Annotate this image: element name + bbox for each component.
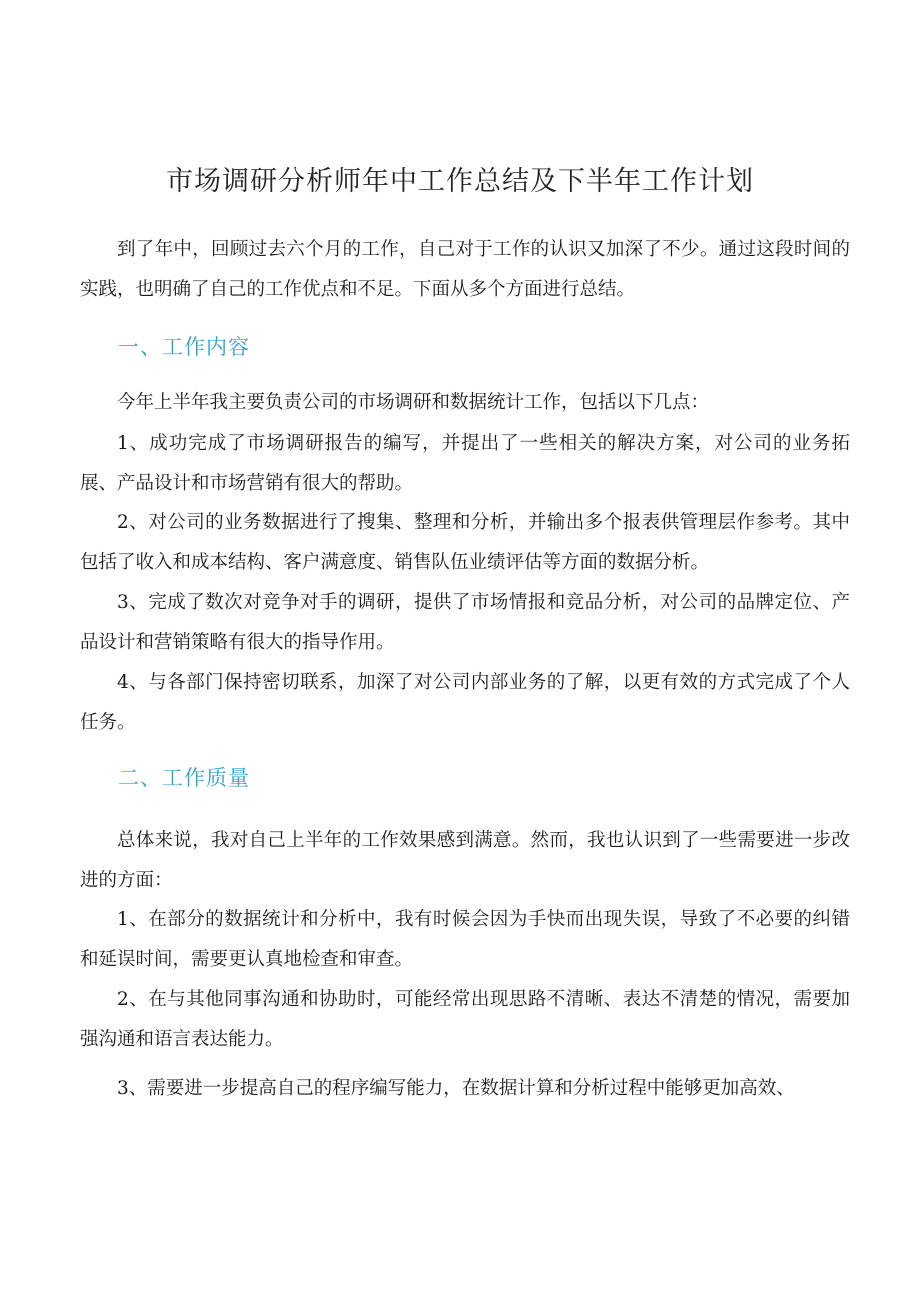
section1-lead-paragraph: 今年上半年我主要负责公司的市场调研和数据统计工作，包括以下几点： <box>117 392 710 413</box>
section2-item-3: 3、需要进一步提高自己的程序编写能力，在数据计算和分析过程中能够更加高效、 <box>117 1078 795 1099</box>
section1-item-2: 2、对公司的业务数据进行了搜集、整理和分析，并输出多个报表供管理层作参考。其中包括了收入和成本结构、客户满意度、销售队伍业绩评估等方面的数据分析。 <box>80 512 850 573</box>
section2-lead-paragraph: 总体来说，我对自己上半年的工作效果感到满意。然而，我也认识到了一些需要进一步改进的方面： <box>80 830 850 891</box>
section-heading-work-quality: 二、工作质量 <box>118 766 250 790</box>
section2-item-1: 1、在部分的数据统计和分析中，我有时候会因为手快而出现失误，导致了不必要的纠错和延误时间，需要更认真地检查和审查。 <box>80 909 850 970</box>
section1-item-3: 3、完成了数次对竞争对手的调研，提供了市场情报和竞品分析，对公司的品牌定位、产品设计和营销策略有很大的指导作用。 <box>80 592 850 653</box>
section1-item-1: 1、成功完成了市场调研报告的编写，并提出了一些相关的解决方案，对公司的业务拓展、产品设计和市场营销有很大的帮助。 <box>80 433 850 494</box>
intro-paragraph: 到了年中，回顾过去六个月的工作，自己对于工作的认识又加深了不少。通过这段时间的实践，也明确了自己的工作优点和不足。下面从多个方面进行总结。 <box>80 239 850 300</box>
section1-item-4: 4、与各部门保持密切联系，加深了对公司内部业务的了解，以更有效的方式完成了个人任务。 <box>80 672 850 733</box>
section2-item-2: 2、在与其他同事沟通和协助时，可能经常出现思路不清晰、表达不清楚的情况，需要加强沟通和语言表达能力。 <box>80 989 850 1050</box>
document-title: 市场调研分析师年中工作总结及下半年工作计划 <box>166 166 754 197</box>
section-heading-work-content: 一、工作内容 <box>118 335 250 359</box>
